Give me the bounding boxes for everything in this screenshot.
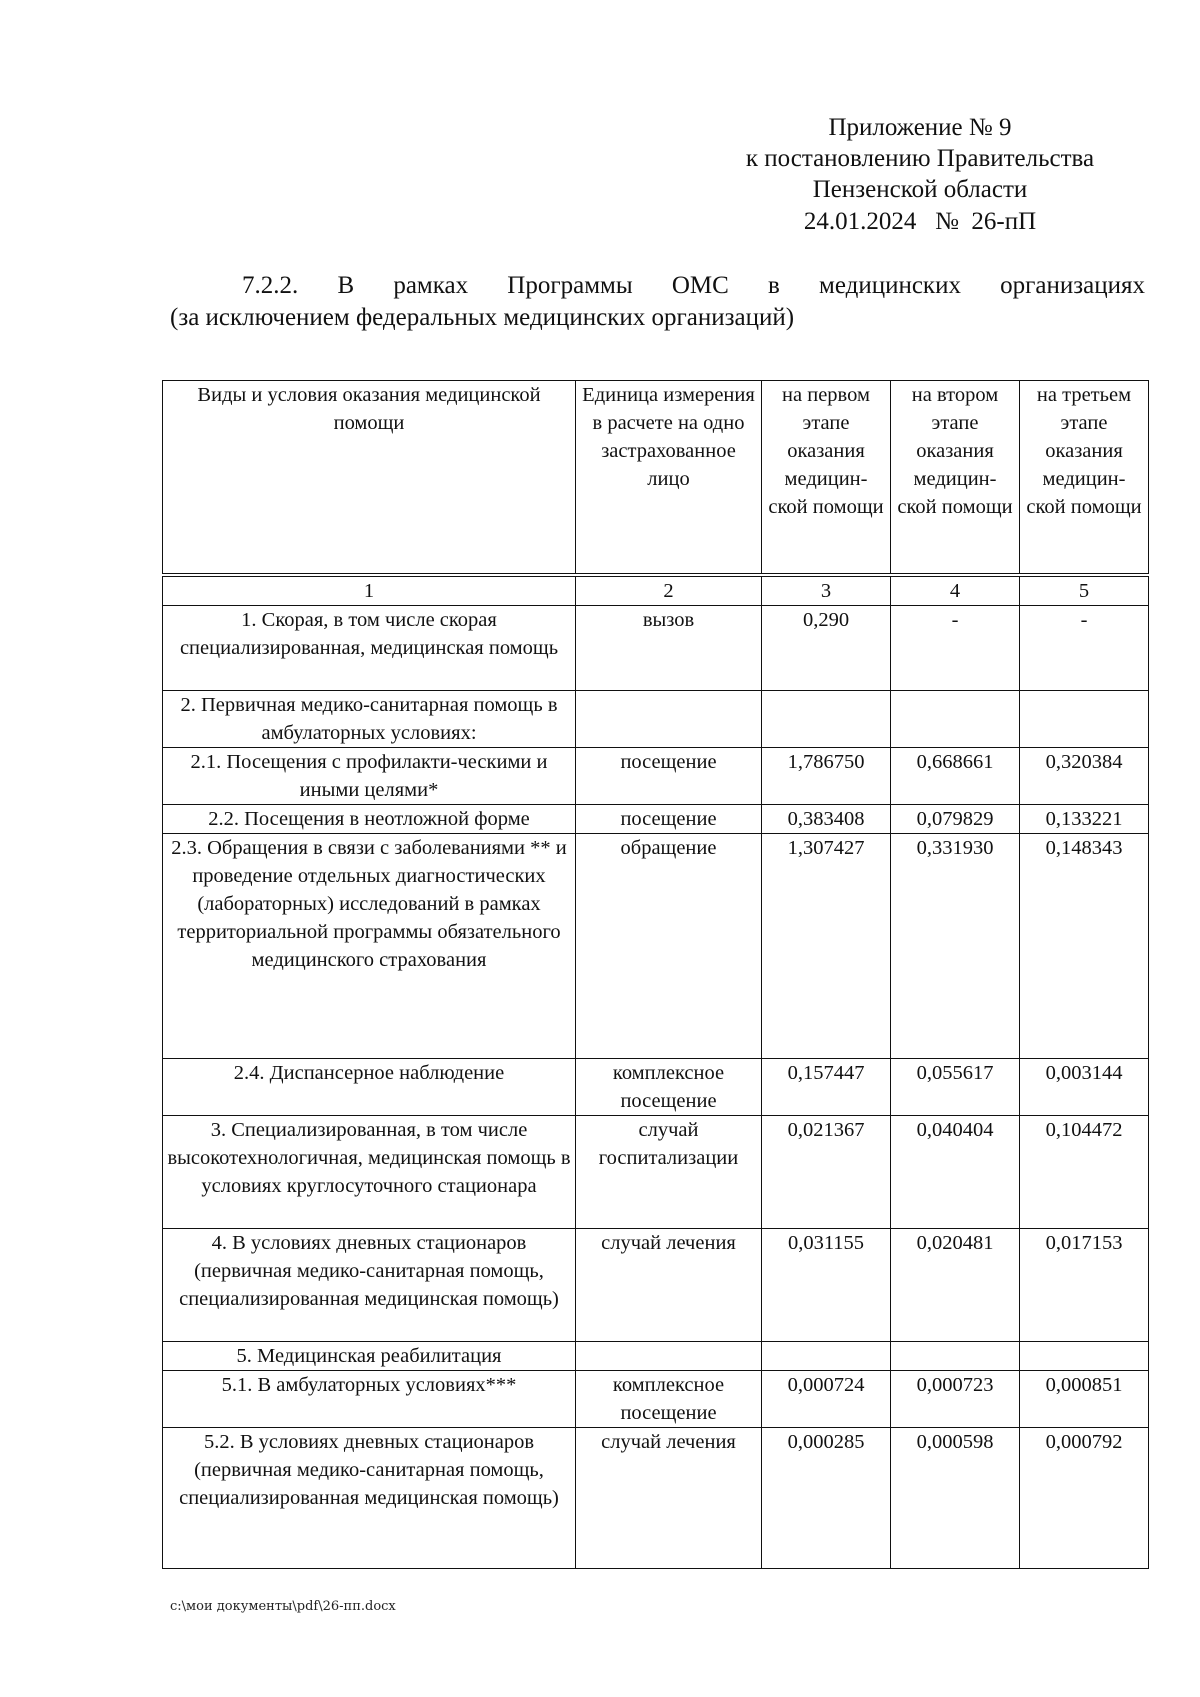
column-number: 2: [576, 577, 762, 606]
row-value-stage2: [891, 691, 1020, 748]
table-row: [163, 606, 1149, 691]
column-header: Единица измерения в расчете на одно застрахованное лицо: [576, 381, 762, 574]
column-header: на первом этапе оказания медицин-ской помощи: [762, 381, 891, 574]
table-row: [163, 805, 1149, 834]
row-unit-cell: [576, 1342, 762, 1371]
section-intro: [170, 270, 1145, 334]
row-value-stage3: 0,320384: [1020, 748, 1149, 805]
row-name-cell: 2.4. Диспансерное наблюдение: [163, 1059, 576, 1116]
row-value-stage2: -: [891, 606, 1020, 691]
row-name-cell: 3. Специализированная, в том числе высокотехнологичная, медицинская помощь в условиях круглосуточного стационара: [163, 1116, 576, 1229]
table-row: [163, 1342, 1149, 1371]
row-name-cell: 5.1. В амбулаторных условиях***: [163, 1371, 576, 1428]
footer-file-path: c:\мои документы\pdf\26-пп.docx: [170, 1599, 396, 1614]
row-value-stage1: [762, 691, 891, 748]
norms-table: [162, 380, 1149, 1569]
appendix-header: [700, 112, 1140, 237]
column-number: 5: [1020, 577, 1149, 606]
row-value-stage1: 1,786750: [762, 748, 891, 805]
row-value-stage2: [891, 1342, 1020, 1371]
appendix-date-number: 24.01.2024 № 26-пП: [803, 208, 1037, 235]
row-value-stage3: 0,003144: [1020, 1059, 1149, 1116]
column-number: 1: [163, 577, 576, 606]
row-name-cell: 2. Первичная медико-санитарная помощь в амбулаторных условиях:: [163, 691, 576, 748]
row-name-cell: 5. Медицинская реабилитация: [163, 1342, 576, 1371]
row-unit-cell: случай госпитализации: [576, 1116, 762, 1229]
row-value-stage2: 0,000723: [891, 1371, 1020, 1428]
column-header: на третьем этапе оказания медицин-ской помощи: [1020, 381, 1149, 574]
row-name-cell: 5.2. В условиях дневных стационаров (первичная медико-санитарная помощь, специализированная медицинская помощь): [163, 1428, 576, 1569]
appendix-title: Приложение № 9: [828, 114, 1012, 141]
row-value-stage3: [1020, 1342, 1149, 1371]
row-value-stage1: 1,307427: [762, 834, 891, 1059]
row-value-stage2: 0,000598: [891, 1428, 1020, 1569]
row-unit-cell: случай лечения: [576, 1428, 762, 1569]
row-value-stage2: 0,020481: [891, 1229, 1020, 1342]
row-value-stage3: 0,133221: [1020, 805, 1149, 834]
row-unit-cell: комплексное посещение: [576, 1371, 762, 1428]
row-value-stage2: 0,331930: [891, 834, 1020, 1059]
table-row: [163, 1371, 1149, 1428]
row-value-stage3: 0,017153: [1020, 1229, 1149, 1342]
table-row: [163, 748, 1149, 805]
row-value-stage1: 0,383408: [762, 805, 891, 834]
row-unit-cell: вызов: [576, 606, 762, 691]
column-number: 3: [762, 577, 891, 606]
row-value-stage2: 0,668661: [891, 748, 1020, 805]
row-value-stage1: 0,157447: [762, 1059, 891, 1116]
row-value-stage3: 0,104472: [1020, 1116, 1149, 1229]
column-header: на втором этапе оказания медицин-ской помощи: [891, 381, 1020, 574]
row-value-stage3: 0,000851: [1020, 1371, 1149, 1428]
row-name-cell: 2.2. Посещения в неотложной форме: [163, 805, 576, 834]
row-name-cell: 2.1. Посещения с профилакти-ческими и иными целями*: [163, 748, 576, 805]
row-value-stage1: 0,021367: [762, 1116, 891, 1229]
row-name-cell: 1. Скорая, в том числе скорая специализированная, медицинская помощь: [163, 606, 576, 691]
row-unit-cell: комплексное посещение: [576, 1059, 762, 1116]
table-row: [163, 1428, 1149, 1569]
table-row: [163, 834, 1149, 1059]
row-value-stage1: [762, 1342, 891, 1371]
table-row: [163, 691, 1149, 748]
row-name-cell: 4. В условиях дневных стационаров (первичная медико-санитарная помощь, специализированная медицинская помощь): [163, 1229, 576, 1342]
row-value-stage3: 0,148343: [1020, 834, 1149, 1059]
row-unit-cell: [576, 691, 762, 748]
row-value-stage3: [1020, 691, 1149, 748]
column-header: Виды и условия оказания медицинской помощи: [163, 381, 576, 574]
row-value-stage3: 0,000792: [1020, 1428, 1149, 1569]
table-header-row: [163, 381, 1149, 574]
row-value-stage1: 0,290: [762, 606, 891, 691]
table-row: [163, 1116, 1149, 1229]
row-value-stage2: 0,079829: [891, 805, 1020, 834]
column-number: 4: [891, 577, 1020, 606]
appendix-decree-line: к постановлению Правительства: [745, 145, 1095, 172]
appendix-region-line: Пензенской области: [812, 176, 1028, 203]
row-value-stage2: 0,055617: [891, 1059, 1020, 1116]
row-unit-cell: случай лечения: [576, 1229, 762, 1342]
row-unit-cell: посещение: [576, 748, 762, 805]
table-row: [163, 1229, 1149, 1342]
row-value-stage2: 0,040404: [891, 1116, 1020, 1229]
section-intro-line1: 7.2.2. В рамках Программы ОМС в медицинских организациях: [242, 272, 1145, 299]
column-number-row: [163, 577, 1149, 606]
row-value-stage1: 0,000285: [762, 1428, 891, 1569]
row-value-stage1: 0,000724: [762, 1371, 891, 1428]
row-unit-cell: посещение: [576, 805, 762, 834]
row-value-stage1: 0,031155: [762, 1229, 891, 1342]
table-row: [163, 1059, 1149, 1116]
row-unit-cell: обращение: [576, 834, 762, 1059]
section-intro-line2: (за исключением федеральных медицинских организаций): [170, 304, 795, 331]
row-name-cell: 2.3. Обращения в связи с заболеваниями ** и проведение отдельных диагностических (лабораторных) исследований в рамках территориальной программы обязательного медицинского страхования: [163, 834, 576, 1059]
row-value-stage3: -: [1020, 606, 1149, 691]
